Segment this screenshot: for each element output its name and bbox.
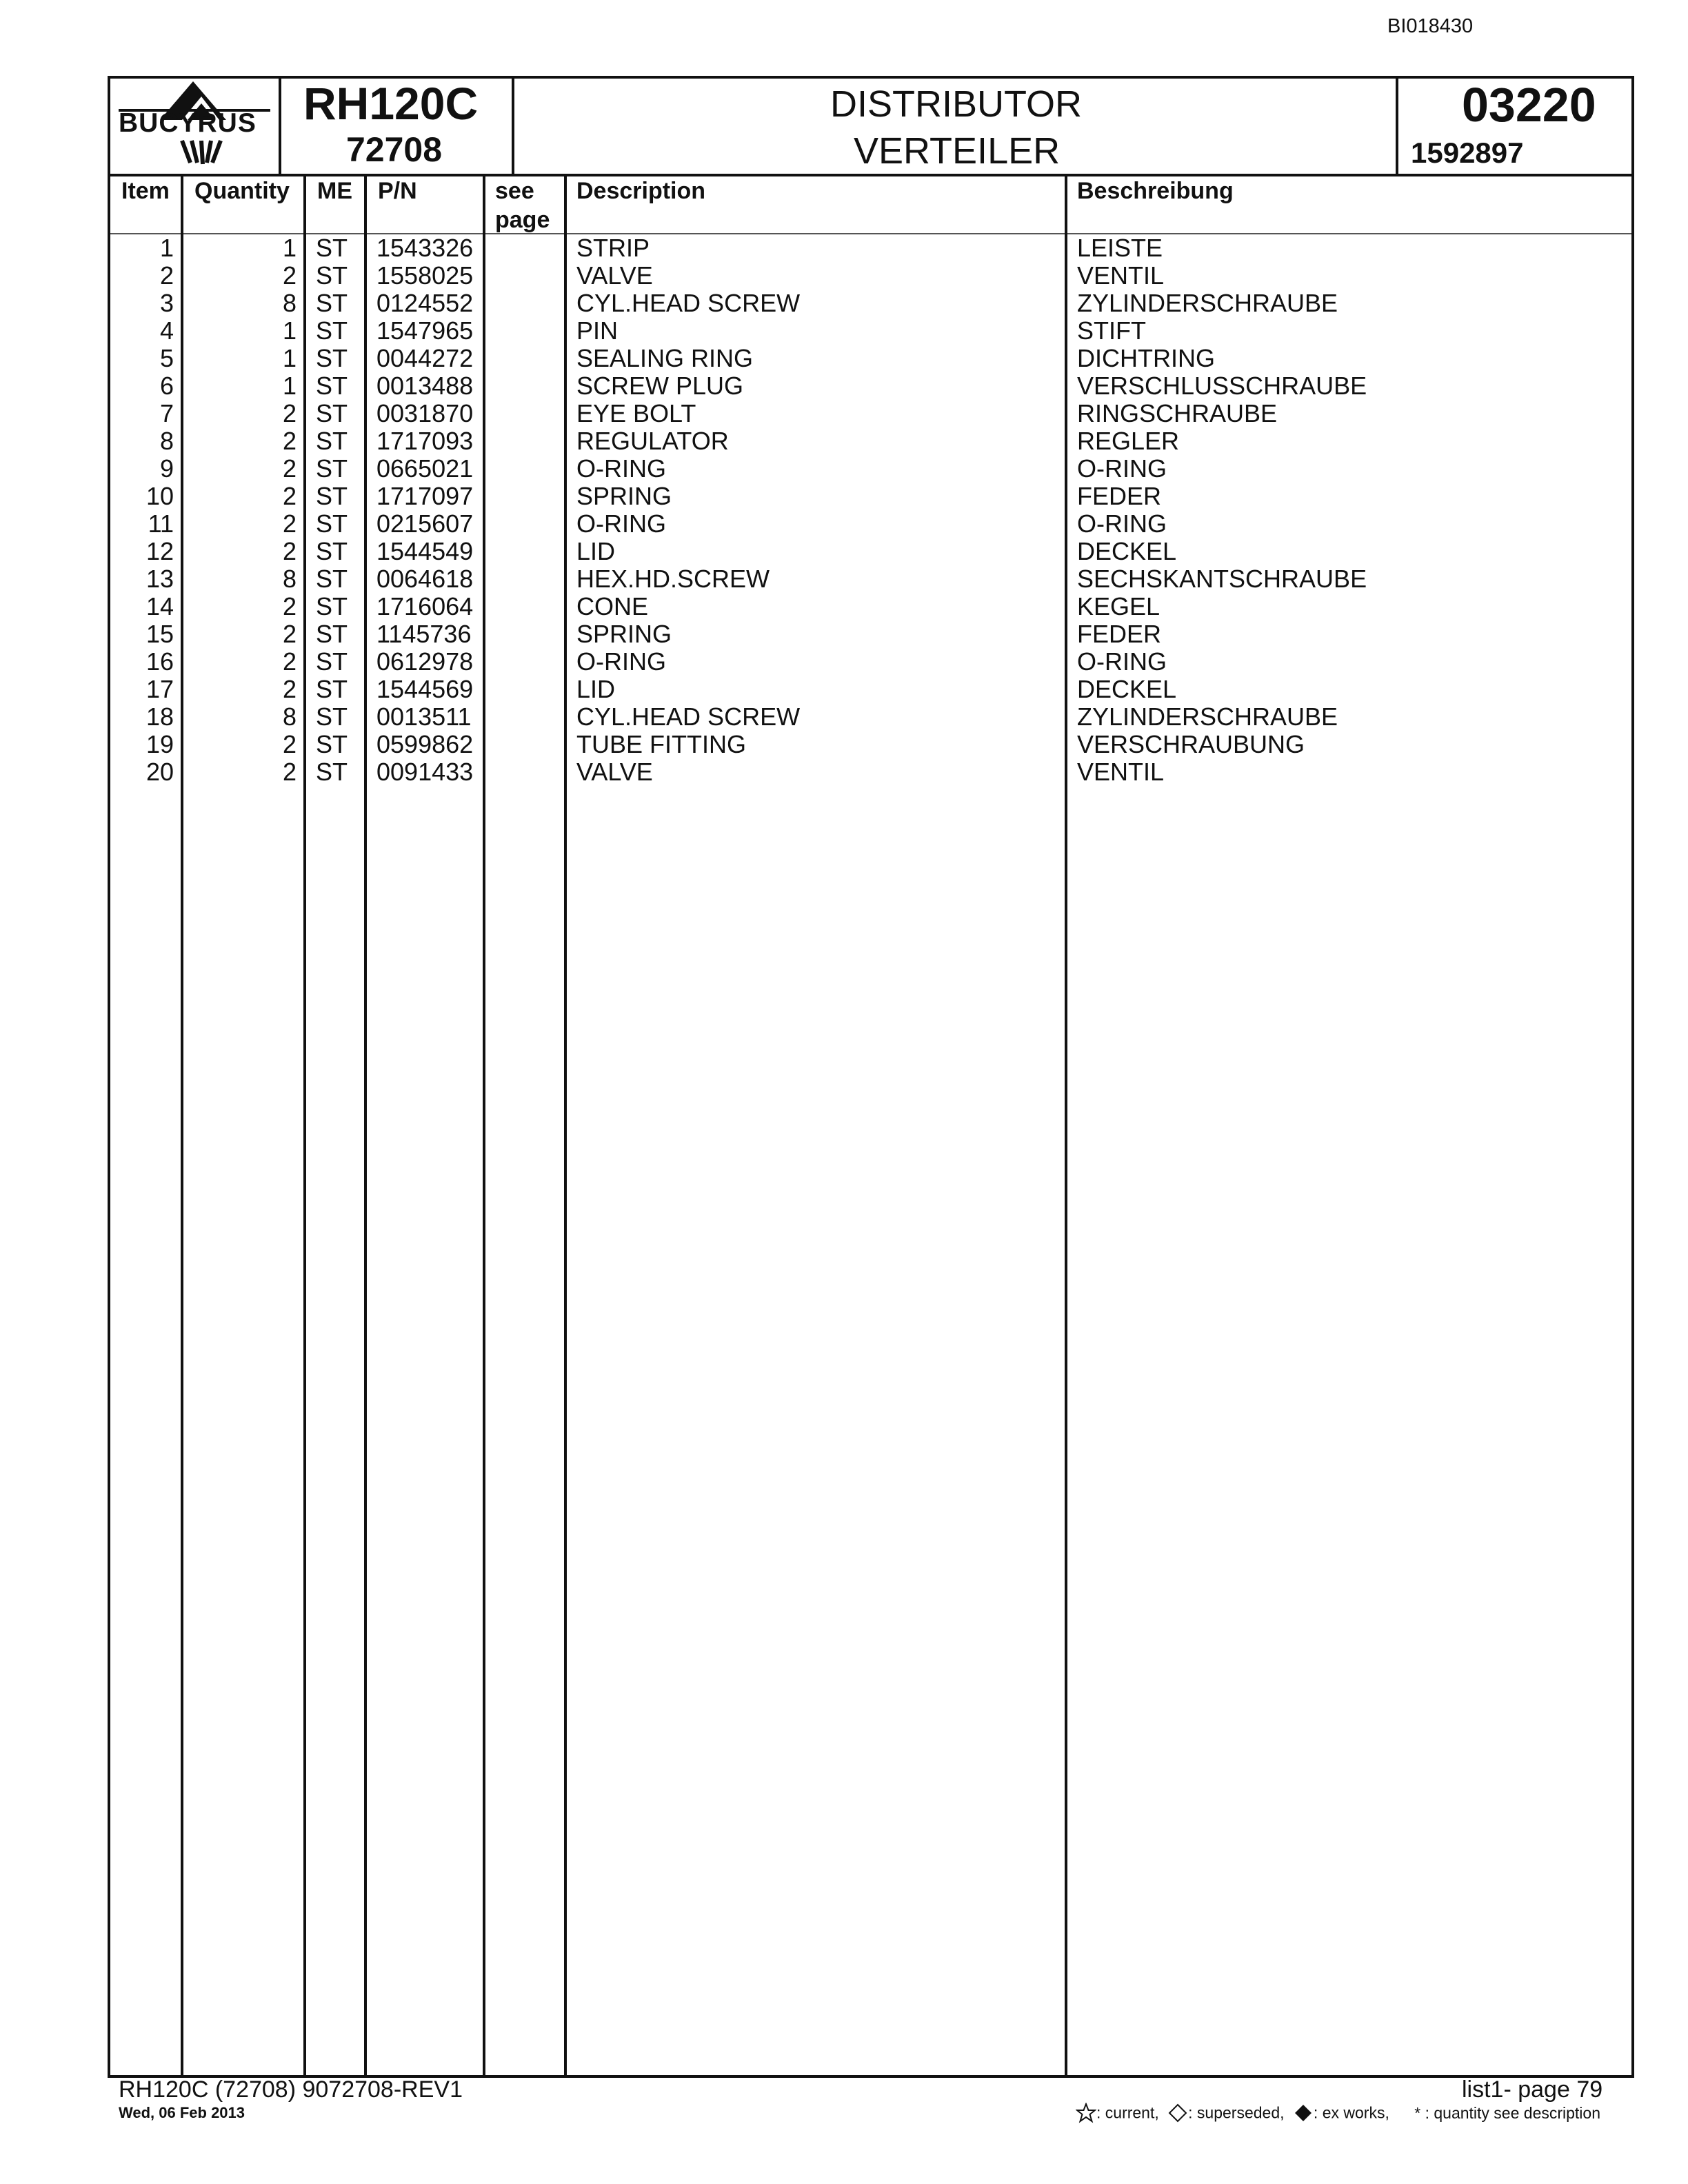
col-sep-item [181, 175, 183, 2075]
cell-me: ST [316, 537, 348, 565]
cell-description: CYL.HEAD SCREW [576, 289, 801, 317]
cell-beschreibung: VENTIL [1077, 261, 1165, 290]
cell-quantity: 2 [282, 592, 297, 620]
cell-item: 20 [145, 758, 174, 786]
cell-item: 19 [145, 730, 174, 758]
cell-item: 15 [145, 620, 174, 648]
cell-part-number: 1544549 [376, 537, 474, 565]
cell-beschreibung: SECHSKANTSCHRAUBE [1077, 565, 1367, 593]
cell-part-number: 0665021 [376, 454, 474, 483]
cell-description: O-RING [576, 454, 666, 483]
cell-quantity: 8 [282, 565, 297, 593]
cell-beschreibung: VENTIL [1077, 758, 1165, 786]
cell-item: 4 [159, 316, 174, 345]
cell-part-number: 0013511 [376, 702, 472, 731]
legend-superseded: : superseded, [1188, 2103, 1285, 2122]
cell-me: ST [316, 592, 348, 620]
cell-part-number: 0031870 [376, 399, 474, 427]
legend-quantity: * : quantity see description [1414, 2103, 1601, 2122]
cell-beschreibung: ZYLINDERSCHRAUBE [1077, 289, 1338, 317]
cell-beschreibung: STIFT [1077, 316, 1146, 345]
legend [1076, 2103, 1600, 2123]
cell-me: ST [316, 509, 348, 538]
cell-part-number: 1145736 [376, 620, 472, 648]
cell-quantity: 1 [282, 344, 297, 372]
cell-quantity: 2 [282, 509, 297, 538]
group-part-number: 1592897 [1411, 136, 1524, 169]
group-number: 03220 [1462, 78, 1596, 132]
cell-description: HEX.HD.SCREW [576, 565, 770, 593]
cell-me: ST [316, 482, 348, 510]
cell-quantity: 2 [282, 261, 297, 290]
cell-part-number: 1717093 [376, 427, 474, 455]
cell-quantity: 2 [282, 647, 297, 676]
cell-part-number: 1558025 [376, 261, 474, 290]
cell-part-number: 1716064 [376, 592, 474, 620]
cell-me: ST [316, 372, 348, 400]
cell-beschreibung: O-RING [1077, 647, 1167, 676]
cell-description: CYL.HEAD SCREW [576, 702, 801, 731]
cell-me: ST [316, 454, 348, 483]
cell-description: O-RING [576, 509, 666, 538]
cell-description: LID [576, 675, 616, 703]
logo-wordmark: BUCYRUS [119, 108, 257, 138]
cell-me: ST [316, 399, 348, 427]
cell-beschreibung: FEDER [1077, 482, 1162, 510]
col-header-description: Description [576, 178, 706, 204]
cell-quantity: 2 [282, 427, 297, 455]
cell-beschreibung: VERSCHLUSSCHRAUBE [1077, 372, 1367, 400]
cell-part-number: 0044272 [376, 344, 474, 372]
cell-item: 8 [159, 427, 174, 455]
cell-item: 1 [159, 234, 174, 262]
cell-part-number: 0091433 [376, 758, 474, 786]
cell-quantity: 1 [282, 316, 297, 345]
col-sep-pn [483, 175, 485, 2075]
cell-quantity: 2 [282, 675, 297, 703]
cell-description: O-RING [576, 647, 666, 676]
title-english: DISTRIBUTOR [830, 83, 1083, 125]
cell-description: TUBE FITTING [576, 730, 746, 758]
cell-quantity: 8 [282, 289, 297, 317]
cell-description: PIN [576, 316, 619, 345]
cell-part-number: 0013488 [376, 372, 474, 400]
col-header-item: Item [121, 178, 170, 204]
cell-description: REGULATOR [576, 427, 729, 455]
cell-item: 2 [159, 261, 174, 290]
cell-quantity: 1 [282, 372, 297, 400]
header-divider-logo [279, 76, 281, 176]
cell-beschreibung: O-RING [1077, 454, 1167, 483]
cell-me: ST [316, 289, 348, 317]
cell-quantity: 8 [282, 702, 297, 731]
cell-item: 6 [159, 372, 174, 400]
cell-part-number: 1547965 [376, 316, 474, 345]
cell-beschreibung: FEDER [1077, 620, 1162, 648]
cell-item: 18 [145, 702, 174, 731]
cell-beschreibung: LEISTE [1077, 234, 1163, 262]
col-header-me: ME [317, 178, 352, 204]
cell-description: SPRING [576, 482, 672, 510]
cell-me: ST [316, 675, 348, 703]
header-divider-title [1396, 76, 1398, 176]
col-header-pn: P/N [378, 178, 417, 204]
cell-beschreibung: VERSCHRAUBUNG [1077, 730, 1305, 758]
cell-me: ST [316, 730, 348, 758]
cell-quantity: 2 [282, 620, 297, 648]
legend-current: : current, [1096, 2103, 1159, 2122]
col-sep-see-page [564, 175, 567, 2075]
footer-date: Wed, 06 Feb 2013 [119, 2104, 245, 2121]
cell-item: 7 [159, 399, 174, 427]
cell-beschreibung: REGLER [1077, 427, 1180, 455]
cell-item: 17 [145, 675, 174, 703]
legend-ex-works: : ex works, [1313, 2103, 1389, 2122]
cell-beschreibung: ZYLINDERSCHRAUBE [1077, 702, 1338, 731]
cell-item: 3 [159, 289, 174, 317]
cell-part-number: 0215607 [376, 509, 474, 538]
cell-item: 16 [145, 647, 174, 676]
col-header-see: see [495, 178, 534, 204]
document-id: BI018430 [1387, 15, 1474, 37]
cell-me: ST [316, 758, 348, 786]
col-sep-description [1065, 175, 1067, 2075]
footer-page-number: list1- page 79 [1462, 2076, 1603, 2103]
cell-me: ST [316, 702, 348, 731]
cell-beschreibung: DECKEL [1077, 537, 1177, 565]
cell-description: EYE BOLT [576, 399, 696, 427]
cell-description: STRIP [576, 234, 650, 262]
cell-item: 14 [145, 592, 174, 620]
cell-beschreibung: DECKEL [1077, 675, 1177, 703]
cell-part-number: 0064618 [376, 565, 474, 593]
cell-description: VALVE [576, 261, 653, 290]
cell-description: VALVE [576, 758, 653, 786]
cell-beschreibung: KEGEL [1077, 592, 1160, 620]
col-sep-me [364, 175, 367, 2075]
cell-item: 10 [145, 482, 174, 510]
cell-quantity: 2 [282, 537, 297, 565]
col-header-beschreibung: Beschreibung [1077, 178, 1234, 204]
cell-part-number: 0612978 [376, 647, 474, 676]
cell-me: ST [316, 261, 348, 290]
cell-me: ST [316, 427, 348, 455]
cell-quantity: 2 [282, 482, 297, 510]
cell-description: SPRING [576, 620, 672, 648]
star-outline-icon [1076, 2103, 1096, 2123]
title-german: VERTEILER [854, 130, 1061, 172]
cell-quantity: 2 [282, 399, 297, 427]
model-name: RH120C [303, 78, 479, 129]
cell-part-number: 1544569 [376, 675, 474, 703]
footer-document-ref: RH120C (72708) 9072708-REV1 [119, 2076, 463, 2103]
model-number: 72708 [346, 130, 443, 169]
cell-description: SCREW PLUG [576, 372, 744, 400]
cell-beschreibung: DICHTRING [1077, 344, 1215, 372]
cell-part-number: 0124552 [376, 289, 474, 317]
cell-me: ST [316, 620, 348, 648]
diamond-filled-icon [1293, 2103, 1314, 2123]
cell-item: 5 [159, 344, 174, 372]
cell-description: LID [576, 537, 616, 565]
cell-quantity: 2 [282, 454, 297, 483]
cell-me: ST [316, 565, 348, 593]
diamond-outline-icon [1167, 2103, 1188, 2123]
cell-quantity: 1 [282, 234, 297, 262]
cell-me: ST [316, 647, 348, 676]
cell-item: 11 [148, 509, 174, 538]
header-divider-model [512, 76, 514, 176]
cell-beschreibung: O-RING [1077, 509, 1167, 538]
cell-part-number: 0599862 [376, 730, 474, 758]
cell-item: 9 [159, 454, 174, 483]
col-sep-quantity [303, 175, 306, 2075]
cell-description: SEALING RING [576, 344, 754, 372]
col-header-quantity: Quantity [194, 178, 290, 204]
cell-item: 13 [145, 565, 174, 593]
cell-beschreibung: RINGSCHRAUBE [1077, 399, 1278, 427]
cell-me: ST [316, 234, 348, 262]
cell-part-number: 1543326 [376, 234, 474, 262]
col-header-page: page [495, 207, 550, 233]
cell-quantity: 2 [282, 730, 297, 758]
cell-me: ST [316, 344, 348, 372]
cell-item: 12 [145, 537, 174, 565]
cell-description: CONE [576, 592, 649, 620]
cell-quantity: 2 [282, 758, 297, 786]
cell-me: ST [316, 316, 348, 345]
cell-part-number: 1717097 [376, 482, 474, 510]
